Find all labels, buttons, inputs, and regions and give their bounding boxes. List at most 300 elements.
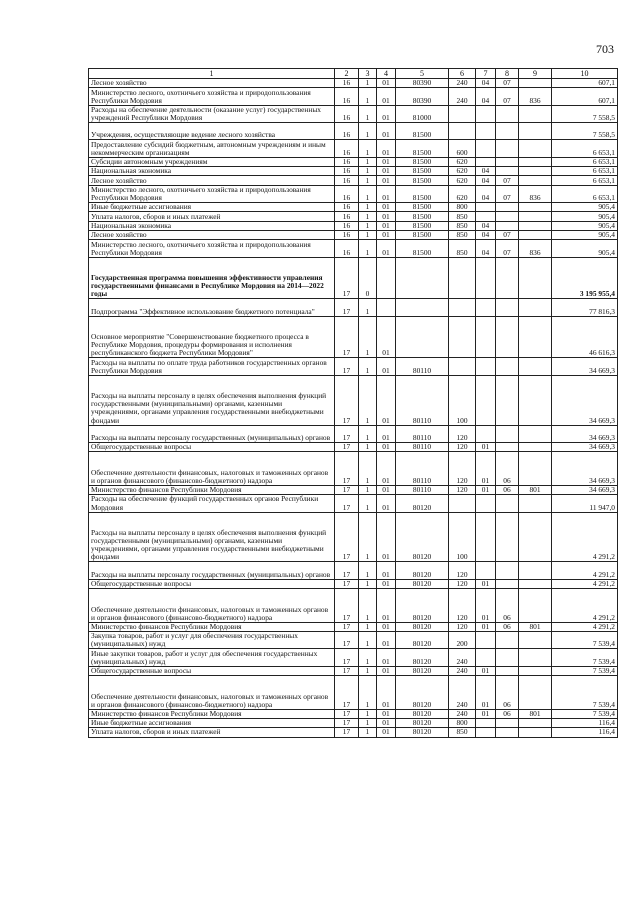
row-code-6 [449, 123, 476, 140]
row-code-4: 01 [377, 443, 396, 452]
row-amount: 34 669,3 [552, 485, 618, 494]
row-name: Подпрограмма "Эффективное использование бюджетного потенциала" [89, 299, 335, 316]
row-code-5: 80120 [396, 579, 449, 588]
row-code-5: 80390 [396, 79, 449, 88]
row-name: Расходы на обеспечение деятельности (оказание услуг) государственных учреждений Республики Мордовия [89, 105, 335, 122]
row-code-4: 01 [377, 105, 396, 122]
row-code-6: 240 [449, 88, 476, 105]
row-code-9 [519, 452, 552, 486]
row-amount: 7 539,4 [552, 676, 618, 710]
row-code-9 [519, 425, 552, 442]
row-code-7: 01 [476, 443, 496, 452]
table-row [89, 358, 618, 375]
row-code-2: 17 [335, 676, 359, 710]
row-name: Министерство лесного, охотничьего хозяйства и природопользования Республики Мордовия [89, 88, 335, 105]
row-code-9 [519, 79, 552, 88]
row-code-5: 80120 [396, 676, 449, 710]
row-code-8 [496, 257, 519, 299]
row-code-6 [449, 316, 476, 358]
row-code-4: 01 [377, 157, 396, 166]
row-code-7 [476, 105, 496, 122]
row-code-5 [396, 299, 449, 316]
row-code-7 [476, 140, 496, 157]
row-amount: 46 616,3 [552, 316, 618, 358]
row-name: Предоставление субсидий бюджетным, автономным учреждениям и иным некоммерческим организациям [89, 140, 335, 157]
row-name: Иные бюджетные ассигнования [89, 718, 335, 727]
row-code-2: 16 [335, 88, 359, 105]
row-code-2: 16 [335, 167, 359, 176]
row-code-6: 240 [449, 79, 476, 88]
row-code-7 [476, 123, 496, 140]
table-row [89, 157, 618, 166]
row-code-4: 01 [377, 358, 396, 375]
row-code-2: 16 [335, 231, 359, 240]
row-code-9 [519, 666, 552, 675]
row-code-6: 800 [449, 718, 476, 727]
row-code-7: 01 [476, 589, 496, 623]
row-code-8 [496, 157, 519, 166]
row-code-8 [496, 718, 519, 727]
table-row [89, 140, 618, 157]
row-code-4: 01 [377, 240, 396, 257]
table-row [89, 485, 618, 494]
row-name: Общегосударственные вопросы [89, 443, 335, 452]
row-code-4: 01 [377, 231, 396, 240]
row-code-9 [519, 718, 552, 727]
row-code-8 [496, 140, 519, 157]
row-code-9 [519, 299, 552, 316]
row-code-4: 01 [377, 676, 396, 710]
row-amount: 7 539,4 [552, 666, 618, 675]
row-code-2: 17 [335, 299, 359, 316]
table-row [89, 425, 618, 442]
row-name: Иные бюджетные ассигнования [89, 203, 335, 212]
row-name: Государственная программа повышения эффективности управления государственными финансами в Республике Мордовия на 2014—2022 годы [89, 257, 335, 299]
row-code-8 [496, 123, 519, 140]
row-code-2: 17 [335, 512, 359, 562]
header-cell: 5 [396, 69, 449, 79]
row-code-4: 01 [377, 375, 396, 425]
row-code-6: 240 [449, 666, 476, 675]
row-code-8: 07 [496, 240, 519, 257]
row-code-6: 120 [449, 579, 476, 588]
row-code-8 [496, 443, 519, 452]
row-code-8: 07 [496, 79, 519, 88]
row-code-5: 80120 [396, 649, 449, 666]
row-code-8: 07 [496, 176, 519, 185]
row-code-4: 01 [377, 718, 396, 727]
row-code-6: 620 [449, 185, 476, 202]
row-amount: 7 539,4 [552, 709, 618, 718]
row-code-2: 16 [335, 123, 359, 140]
row-code-7: 01 [476, 579, 496, 588]
row-code-8 [496, 358, 519, 375]
row-code-2: 16 [335, 157, 359, 166]
table-row [89, 212, 618, 221]
header-cell: 2 [335, 69, 359, 79]
row-code-5: 80120 [396, 632, 449, 649]
row-code-5: 81500 [396, 123, 449, 140]
row-code-4: 01 [377, 221, 396, 230]
page-number: 703 [596, 42, 614, 56]
table-row [89, 718, 618, 727]
row-code-9 [519, 157, 552, 166]
row-amount: 7 539,4 [552, 649, 618, 666]
row-code-9 [519, 632, 552, 649]
row-code-4: 01 [377, 88, 396, 105]
row-code-6: 800 [449, 203, 476, 212]
row-code-4: 01 [377, 728, 396, 737]
row-name: Расходы на выплаты по оплате труда работников государственных органов Республики Мордовия [89, 358, 335, 375]
header-cell: 4 [377, 69, 396, 79]
row-code-6: 850 [449, 240, 476, 257]
row-code-7 [476, 257, 496, 299]
row-code-9 [519, 443, 552, 452]
row-code-3: 1 [359, 240, 377, 257]
row-code-8: 06 [496, 622, 519, 631]
row-code-8 [496, 212, 519, 221]
row-code-8 [496, 512, 519, 562]
header-cell: 1 [89, 69, 335, 79]
row-amount: 77 816,3 [552, 299, 618, 316]
row-code-3: 1 [359, 375, 377, 425]
row-code-5: 80110 [396, 485, 449, 494]
row-code-3: 1 [359, 485, 377, 494]
row-code-3: 1 [359, 231, 377, 240]
row-code-8: 06 [496, 589, 519, 623]
row-amount: 6 653,1 [552, 140, 618, 157]
row-code-4: 01 [377, 562, 396, 579]
row-code-5: 80120 [396, 495, 449, 512]
row-name: Министерство финансов Республики Мордовия [89, 622, 335, 631]
row-code-7: 04 [476, 221, 496, 230]
table-row [89, 167, 618, 176]
row-code-8 [496, 221, 519, 230]
row-code-7 [476, 203, 496, 212]
row-code-8 [496, 203, 519, 212]
row-code-7 [476, 562, 496, 579]
table-row [89, 649, 618, 666]
table-row [89, 728, 618, 737]
row-code-5: 81500 [396, 157, 449, 166]
row-code-7: 04 [476, 167, 496, 176]
row-code-5: 80120 [396, 728, 449, 737]
row-code-8 [496, 167, 519, 176]
table-row [89, 562, 618, 579]
row-code-6: 120 [449, 622, 476, 631]
row-code-4: 01 [377, 425, 396, 442]
row-code-6 [449, 105, 476, 122]
header-cell: 3 [359, 69, 377, 79]
row-name: Расходы на выплаты персоналу в целях обеспечения выполнения функций государственными (муниципальными) органами, казенными учреждениями, органами управления государственными внебюджетными фондами [89, 512, 335, 562]
row-code-9 [519, 105, 552, 122]
row-code-2: 17 [335, 709, 359, 718]
row-code-5: 81500 [396, 212, 449, 221]
row-code-5: 80110 [396, 425, 449, 442]
table-row [89, 231, 618, 240]
row-code-9 [519, 676, 552, 710]
row-code-2: 16 [335, 240, 359, 257]
row-code-9: 801 [519, 622, 552, 631]
table-row [89, 375, 618, 425]
row-code-3: 1 [359, 358, 377, 375]
row-code-2: 17 [335, 562, 359, 579]
row-code-3: 1 [359, 443, 377, 452]
row-code-3: 1 [359, 649, 377, 666]
row-code-9 [519, 231, 552, 240]
row-code-2: 16 [335, 185, 359, 202]
row-code-7: 04 [476, 240, 496, 257]
row-code-7 [476, 299, 496, 316]
row-code-5: 81500 [396, 140, 449, 157]
row-code-6: 240 [449, 676, 476, 710]
row-code-9: 836 [519, 240, 552, 257]
row-code-9 [519, 589, 552, 623]
row-code-7: 01 [476, 709, 496, 718]
row-code-8: 06 [496, 709, 519, 718]
row-code-7: 04 [476, 176, 496, 185]
row-code-6: 200 [449, 632, 476, 649]
row-code-9: 836 [519, 88, 552, 105]
row-code-6: 120 [449, 443, 476, 452]
row-code-2: 17 [335, 358, 359, 375]
row-name: Расходы на выплаты персоналу в целях обеспечения выполнения функций государственными (муниципальными) органами, казенными учреждениями, органами управления государственными внебюджетными фондами [89, 375, 335, 425]
header-cell: 9 [519, 69, 552, 79]
row-code-2: 17 [335, 649, 359, 666]
row-code-8: 07 [496, 185, 519, 202]
row-code-2: 17 [335, 728, 359, 737]
row-amount: 905,4 [552, 203, 618, 212]
table-row [89, 443, 618, 452]
row-code-5: 80120 [396, 709, 449, 718]
row-code-3: 1 [359, 123, 377, 140]
row-code-4: 01 [377, 123, 396, 140]
row-code-6: 120 [449, 452, 476, 486]
row-name: Учреждения, осуществляющие ведение лесного хозяйства [89, 123, 335, 140]
row-code-7 [476, 375, 496, 425]
row-code-9 [519, 212, 552, 221]
row-code-7: 04 [476, 231, 496, 240]
row-name: Национальная экономика [89, 221, 335, 230]
row-code-7 [476, 728, 496, 737]
row-code-4: 01 [377, 666, 396, 675]
row-code-4: 01 [377, 185, 396, 202]
row-code-2: 17 [335, 452, 359, 486]
row-code-2: 17 [335, 579, 359, 588]
row-code-5: 81500 [396, 240, 449, 257]
row-code-5: 80110 [396, 358, 449, 375]
row-code-8: 07 [496, 231, 519, 240]
table-row [89, 240, 618, 257]
row-code-2: 17 [335, 425, 359, 442]
row-code-5: 81500 [396, 221, 449, 230]
row-code-9 [519, 579, 552, 588]
row-code-4: 01 [377, 316, 396, 358]
row-code-4: 01 [377, 176, 396, 185]
row-code-3: 1 [359, 452, 377, 486]
row-code-3: 1 [359, 185, 377, 202]
row-amount: 607,1 [552, 79, 618, 88]
row-code-4: 01 [377, 512, 396, 562]
row-code-4 [377, 257, 396, 299]
row-code-8 [496, 105, 519, 122]
row-code-5: 80120 [396, 562, 449, 579]
row-code-6: 120 [449, 485, 476, 494]
table-row [89, 632, 618, 649]
row-code-8: 06 [496, 452, 519, 486]
row-code-6 [449, 495, 476, 512]
row-name: Расходы на выплаты персоналу государственных (муниципальных) органов [89, 425, 335, 442]
row-code-7 [476, 157, 496, 166]
table-row [89, 316, 618, 358]
table-row [89, 709, 618, 718]
row-name: Иные закупки товаров, работ и услуг для обеспечения государственных (муниципальных) нужд [89, 649, 335, 666]
row-code-3: 1 [359, 88, 377, 105]
row-code-6: 120 [449, 589, 476, 623]
row-code-3: 1 [359, 718, 377, 727]
row-code-3: 1 [359, 316, 377, 358]
row-name: Субсидии автономным учреждениям [89, 157, 335, 166]
row-code-3: 1 [359, 167, 377, 176]
row-name: Министерство лесного, охотничьего хозяйства и природопользования Республики Мордовия [89, 240, 335, 257]
table-row [89, 666, 618, 675]
row-amount: 116,4 [552, 718, 618, 727]
table-row [89, 512, 618, 562]
row-code-2: 16 [335, 176, 359, 185]
row-code-3: 1 [359, 562, 377, 579]
table-row [89, 452, 618, 486]
row-name: Основное мероприятие "Совершенствование бюджетного процесса в Республике Мордовия, процедуры формирования и исполнения республиканского бюджета Республики Мордовия" [89, 316, 335, 358]
row-code-3: 1 [359, 579, 377, 588]
row-amount: 34 669,3 [552, 425, 618, 442]
row-amount: 116,4 [552, 728, 618, 737]
row-code-7: 01 [476, 452, 496, 486]
row-name: Министерство финансов Республики Мордовия [89, 485, 335, 494]
row-amount: 4 291,2 [552, 512, 618, 562]
row-code-3: 1 [359, 157, 377, 166]
row-code-6: 240 [449, 649, 476, 666]
header-cell: 6 [449, 69, 476, 79]
row-code-8: 07 [496, 88, 519, 105]
table-row [89, 589, 618, 623]
row-name: Обеспечение деятельности финансовых, налоговых и таможенных органов и органов финансового (финансово-бюджетного) надзора [89, 676, 335, 710]
budget-table [88, 68, 618, 738]
row-code-4: 01 [377, 203, 396, 212]
row-code-9: 801 [519, 709, 552, 718]
row-code-8 [496, 579, 519, 588]
row-code-4: 01 [377, 79, 396, 88]
table-row [89, 495, 618, 512]
row-code-7: 04 [476, 79, 496, 88]
table-row [89, 299, 618, 316]
row-amount: 905,4 [552, 221, 618, 230]
row-code-2: 17 [335, 316, 359, 358]
row-amount: 34 669,3 [552, 443, 618, 452]
table-row [89, 79, 618, 88]
row-code-6: 850 [449, 231, 476, 240]
row-code-8 [496, 728, 519, 737]
row-amount: 905,4 [552, 240, 618, 257]
row-code-7 [476, 316, 496, 358]
row-amount: 11 947,0 [552, 495, 618, 512]
row-code-4 [377, 299, 396, 316]
row-code-3: 1 [359, 622, 377, 631]
row-code-5: 80110 [396, 452, 449, 486]
row-code-8: 06 [496, 676, 519, 710]
row-amount: 6 653,1 [552, 185, 618, 202]
row-amount: 4 291,2 [552, 589, 618, 623]
row-code-9 [519, 495, 552, 512]
row-name: Уплата налогов, сборов и иных платежей [89, 728, 335, 737]
row-code-7 [476, 212, 496, 221]
row-code-3: 1 [359, 299, 377, 316]
header-cell: 8 [496, 69, 519, 79]
row-code-5: 81500 [396, 176, 449, 185]
row-code-5: 80110 [396, 443, 449, 452]
row-code-8 [496, 316, 519, 358]
row-amount: 905,4 [552, 231, 618, 240]
row-amount: 7 558,5 [552, 105, 618, 122]
row-code-7: 01 [476, 485, 496, 494]
table-row [89, 622, 618, 631]
row-code-2: 17 [335, 632, 359, 649]
table-row [89, 123, 618, 140]
row-amount: 7 539,4 [552, 632, 618, 649]
row-amount: 6 653,1 [552, 167, 618, 176]
row-code-4: 01 [377, 589, 396, 623]
row-code-2: 17 [335, 257, 359, 299]
row-code-5: 80120 [396, 589, 449, 623]
table-header-row [89, 69, 618, 79]
row-code-2: 17 [335, 485, 359, 494]
row-code-8 [496, 299, 519, 316]
row-code-9 [519, 358, 552, 375]
row-code-6: 850 [449, 221, 476, 230]
row-amount: 34 669,3 [552, 375, 618, 425]
row-amount: 34 669,3 [552, 452, 618, 486]
row-name: Лесное хозяйство [89, 176, 335, 185]
table-row [89, 88, 618, 105]
row-code-6 [449, 358, 476, 375]
row-code-4: 01 [377, 649, 396, 666]
row-code-5 [396, 257, 449, 299]
row-name: Расходы на обеспечение функций государственных органов Республики Мордовия [89, 495, 335, 512]
row-code-5: 81500 [396, 167, 449, 176]
row-code-6: 120 [449, 562, 476, 579]
row-name: Обеспечение деятельности финансовых, налоговых и таможенных органов и органов финансового (финансово-бюджетного) надзора [89, 452, 335, 486]
row-code-3: 1 [359, 589, 377, 623]
row-code-2: 16 [335, 212, 359, 221]
table-row [89, 221, 618, 230]
row-code-9 [519, 562, 552, 579]
row-code-3: 1 [359, 140, 377, 157]
row-code-9 [519, 221, 552, 230]
row-amount: 905,4 [552, 212, 618, 221]
row-code-3: 1 [359, 203, 377, 212]
row-code-9 [519, 203, 552, 212]
row-code-8: 06 [496, 485, 519, 494]
row-code-4: 01 [377, 167, 396, 176]
row-code-3: 1 [359, 728, 377, 737]
row-code-7 [476, 512, 496, 562]
row-code-3: 1 [359, 666, 377, 675]
row-code-8 [496, 425, 519, 442]
row-code-3: 1 [359, 221, 377, 230]
row-code-2: 17 [335, 495, 359, 512]
row-code-7 [476, 425, 496, 442]
row-amount: 607,1 [552, 88, 618, 105]
row-amount: 6 653,1 [552, 157, 618, 166]
